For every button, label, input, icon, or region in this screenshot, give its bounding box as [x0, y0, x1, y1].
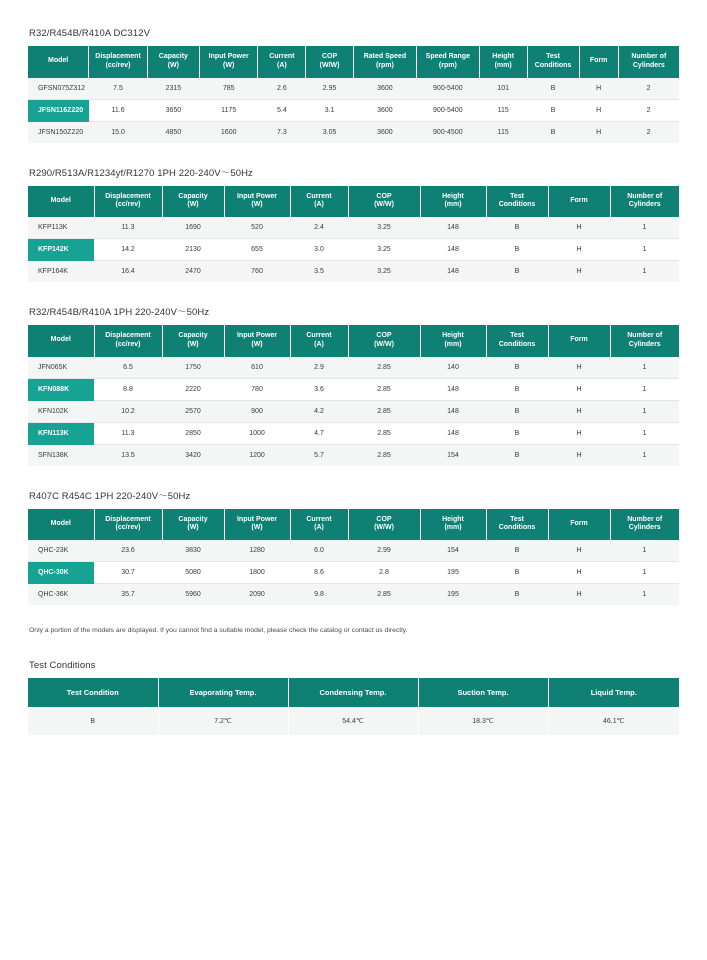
table-cell: 5080 — [162, 562, 224, 584]
column-header: Number of Cylinders — [610, 186, 679, 218]
table-cell: 154 — [420, 540, 486, 562]
table-row — [28, 121, 679, 143]
table-header-row — [28, 509, 679, 541]
column-header: Form — [548, 325, 610, 357]
table-cell: 16.4 — [94, 261, 162, 283]
table-cell: 1 — [610, 562, 679, 584]
table-cell: H — [548, 562, 610, 584]
table-cell: 46.1℃ — [548, 707, 679, 735]
table-cell: 2.8 — [348, 562, 420, 584]
table-cell: 3650 — [147, 99, 199, 121]
table-cell: 1 — [610, 261, 679, 283]
column-header: Test Conditions — [486, 509, 548, 541]
column-header: Number of Cylinders — [610, 509, 679, 541]
column-header: Height (mm) — [479, 46, 527, 78]
table-cell: 30.7 — [94, 562, 162, 584]
table-row — [28, 400, 679, 422]
table-cell: H — [548, 584, 610, 606]
table-cell: 3600 — [353, 78, 416, 100]
table-cell: 655 — [224, 239, 290, 261]
column-header: Current (A) — [290, 509, 348, 541]
column-header: Condensing Temp. — [288, 678, 418, 707]
table-cell: 148 — [420, 422, 486, 444]
column-header: Displacement (cc/rev) — [89, 46, 148, 78]
table-row — [28, 357, 679, 379]
table-cell: 1600 — [199, 121, 258, 143]
column-header: Number of Cylinders — [618, 46, 679, 78]
table-cell: 1 — [610, 422, 679, 444]
table-cell: 140 — [420, 357, 486, 379]
column-header: Speed Range (rpm) — [416, 46, 479, 78]
column-header: Input Power (W) — [199, 46, 258, 78]
column-header: Form — [548, 509, 610, 541]
model-cell[interactable]: SFN138K — [28, 444, 94, 466]
table-cell: 148 — [420, 261, 486, 283]
table-cell: 6.0 — [290, 540, 348, 562]
table-cell: 195 — [420, 562, 486, 584]
table-cell: 3600 — [353, 121, 416, 143]
table-cell: 1 — [610, 357, 679, 379]
table-cell: 54.4℃ — [288, 707, 418, 735]
table-cell: 2.85 — [348, 584, 420, 606]
test-conditions-section — [28, 660, 679, 735]
table-cell: 1800 — [224, 562, 290, 584]
table-row — [28, 707, 679, 735]
column-header: Height (mm) — [420, 325, 486, 357]
column-header: Evaporating Temp. — [158, 678, 288, 707]
table-cell: B — [486, 422, 548, 444]
table-row — [28, 422, 679, 444]
table-cell: 7.2℃ — [158, 707, 288, 735]
table-cell: 2.85 — [348, 357, 420, 379]
model-cell-highlighted[interactable]: KFN113K — [28, 422, 94, 444]
column-header: Height (mm) — [420, 509, 486, 541]
table-cell: 3.0 — [290, 239, 348, 261]
table-cell: B — [527, 99, 579, 121]
model-cell[interactable]: KFN102K — [28, 400, 94, 422]
table-cell: 115 — [479, 121, 527, 143]
column-header: Suction Temp. — [418, 678, 548, 707]
table-cell: 2.9 — [290, 357, 348, 379]
test-conditions-title: Test Conditions — [29, 660, 96, 671]
table-cell: H — [548, 357, 610, 379]
table-cell: 2.85 — [348, 400, 420, 422]
table-cell: 148 — [420, 217, 486, 239]
table-cell: B — [486, 357, 548, 379]
column-header: COP (W/W) — [348, 509, 420, 541]
table-cell: 1000 — [224, 422, 290, 444]
spec-table — [28, 325, 679, 466]
column-header: Capacity (W) — [162, 509, 224, 541]
table-cell: 3.1 — [306, 99, 354, 121]
spec-section — [28, 28, 679, 143]
table-row — [28, 217, 679, 239]
column-header: Height (mm) — [420, 186, 486, 218]
table-cell: 1 — [610, 239, 679, 261]
table-row — [28, 99, 679, 121]
table-cell: 3.25 — [348, 217, 420, 239]
model-cell[interactable]: GFSN075Z312 — [28, 78, 89, 100]
table-cell: 780 — [224, 378, 290, 400]
column-header: Capacity (W) — [162, 325, 224, 357]
spec-section — [28, 488, 679, 606]
table-cell: 520 — [224, 217, 290, 239]
table-cell: B — [486, 217, 548, 239]
table-cell: 2315 — [147, 78, 199, 100]
column-header: Test Conditions — [486, 186, 548, 218]
model-cell-highlighted[interactable]: KFN088K — [28, 378, 94, 400]
table-cell: 2220 — [162, 378, 224, 400]
table-row — [28, 584, 679, 606]
table-cell: 3.05 — [306, 121, 354, 143]
table-cell: H — [548, 217, 610, 239]
column-header: Form — [579, 46, 618, 78]
table-cell: 10.2 — [94, 400, 162, 422]
column-header: COP (W/W) — [348, 186, 420, 218]
table-cell: 8.6 — [290, 562, 348, 584]
table-cell: 1 — [610, 217, 679, 239]
column-header: Displacement (cc/rev) — [94, 325, 162, 357]
column-header: COP (W/W) — [306, 46, 354, 78]
table-cell: 195 — [420, 584, 486, 606]
table-row — [28, 540, 679, 562]
table-cell: 1175 — [199, 99, 258, 121]
spec-table — [28, 509, 679, 606]
table-cell: B — [486, 540, 548, 562]
section-title: R32/R454B/R410A 1PH 220-240V〜50Hz — [29, 307, 210, 318]
table-cell: 4850 — [147, 121, 199, 143]
section-title: R407C R454C 1PH 220-240V〜50Hz — [29, 490, 191, 502]
model-cell[interactable]: QHC-23K — [28, 540, 94, 562]
column-header: Model — [28, 325, 94, 357]
table-cell: 1 — [610, 444, 679, 466]
table-cell: 2 — [618, 78, 679, 100]
table-cell: 5.7 — [290, 444, 348, 466]
table-cell: H — [579, 78, 618, 100]
table-cell: 610 — [224, 357, 290, 379]
table-cell: 35.7 — [94, 584, 162, 606]
column-header: Form — [548, 186, 610, 218]
table-cell: 115 — [479, 99, 527, 121]
table-cell: 2.85 — [348, 444, 420, 466]
column-header: Test Conditions — [486, 325, 548, 357]
table-cell: 2 — [618, 99, 679, 121]
table-cell: 760 — [224, 261, 290, 283]
table-cell: 154 — [420, 444, 486, 466]
table-cell: 148 — [420, 378, 486, 400]
table-cell: 23.6 — [94, 540, 162, 562]
table-cell: B — [486, 239, 548, 261]
table-row — [28, 378, 679, 400]
table-cell: 1 — [610, 584, 679, 606]
table-row — [28, 261, 679, 283]
table-cell: 1690 — [162, 217, 224, 239]
table-cell: B — [28, 707, 158, 735]
column-header: Test Condition — [28, 678, 158, 707]
table-cell: 2.99 — [348, 540, 420, 562]
table-cell: 900-5400 — [416, 99, 479, 121]
column-header: Current (A) — [290, 186, 348, 218]
table-cell: 4.2 — [290, 400, 348, 422]
column-header: Liquid Temp. — [548, 678, 679, 707]
table-cell: H — [548, 444, 610, 466]
table-cell: 1 — [610, 540, 679, 562]
table-cell: 4.7 — [290, 422, 348, 444]
table-header-row — [28, 46, 679, 78]
spec-section — [28, 304, 679, 466]
table-cell: 3.25 — [348, 261, 420, 283]
table-cell: 2570 — [162, 400, 224, 422]
table-cell: 1200 — [224, 444, 290, 466]
table-cell: H — [548, 239, 610, 261]
table-cell: B — [486, 584, 548, 606]
spec-sections — [28, 28, 679, 605]
table-cell: 11.3 — [94, 422, 162, 444]
table-cell: H — [579, 99, 618, 121]
table-cell: B — [486, 444, 548, 466]
table-cell: 2.6 — [258, 78, 306, 100]
table-header-row — [28, 325, 679, 357]
column-header: Test Conditions — [527, 46, 579, 78]
table-cell: 7.3 — [258, 121, 306, 143]
table-cell: 6.5 — [94, 357, 162, 379]
table-cell: 101 — [479, 78, 527, 100]
table-cell: B — [527, 78, 579, 100]
table-cell: 785 — [199, 78, 258, 100]
table-cell: 148 — [420, 400, 486, 422]
table-cell: H — [579, 121, 618, 143]
table-cell: B — [486, 400, 548, 422]
table-cell: B — [486, 261, 548, 283]
model-cell[interactable]: QHC-36K — [28, 584, 94, 606]
model-cell[interactable]: JFN065K — [28, 357, 94, 379]
table-cell: 3420 — [162, 444, 224, 466]
column-header: Input Power (W) — [224, 325, 290, 357]
table-cell: 3.25 — [348, 239, 420, 261]
column-header: Number of Cylinders — [610, 325, 679, 357]
table-cell: 3.6 — [290, 378, 348, 400]
section-title: R32/R454B/R410A DC312V — [29, 28, 151, 39]
table-cell: H — [548, 540, 610, 562]
table-header-row — [28, 186, 679, 218]
table-cell: H — [548, 378, 610, 400]
table-cell: 2.85 — [348, 378, 420, 400]
column-header: COP (W/W) — [348, 325, 420, 357]
table-row — [28, 562, 679, 584]
table-cell: 13.5 — [94, 444, 162, 466]
table-cell: 2130 — [162, 239, 224, 261]
column-header: Displacement (cc/rev) — [94, 509, 162, 541]
model-cell[interactable]: JFSN150Z220 — [28, 121, 89, 143]
spec-section — [28, 165, 679, 283]
table-cell: 11.6 — [89, 99, 148, 121]
table-cell: 14.2 — [94, 239, 162, 261]
table-cell: 2090 — [224, 584, 290, 606]
table-cell: 1750 — [162, 357, 224, 379]
model-cell[interactable]: KFP164K — [28, 261, 94, 283]
table-cell: 2 — [618, 121, 679, 143]
column-header: Model — [28, 509, 94, 541]
table-header-row — [28, 678, 679, 707]
table-cell: 15.0 — [89, 121, 148, 143]
column-header: Current (A) — [258, 46, 306, 78]
table-cell: B — [527, 121, 579, 143]
table-row — [28, 444, 679, 466]
table-cell: H — [548, 422, 610, 444]
column-header: Input Power (W) — [224, 509, 290, 541]
table-cell: B — [486, 562, 548, 584]
table-cell: 2.95 — [306, 78, 354, 100]
model-cell-highlighted[interactable]: QHC-30K — [28, 562, 94, 584]
table-cell: 5.4 — [258, 99, 306, 121]
column-header: Input Power (W) — [224, 186, 290, 218]
table-cell: 8.8 — [94, 378, 162, 400]
table-row — [28, 239, 679, 261]
table-cell: 7.5 — [89, 78, 148, 100]
table-cell: 2850 — [162, 422, 224, 444]
table-row — [28, 78, 679, 100]
spec-table — [28, 46, 679, 143]
table-cell: 2.85 — [348, 422, 420, 444]
table-cell: 1 — [610, 378, 679, 400]
table-cell: 1 — [610, 400, 679, 422]
table-cell: 900-4500 — [416, 121, 479, 143]
column-header: Current (A) — [290, 325, 348, 357]
model-cell[interactable]: KFP113K — [28, 217, 94, 239]
table-cell: 9.8 — [290, 584, 348, 606]
column-header: Capacity (W) — [162, 186, 224, 218]
test-conditions-table — [28, 678, 679, 735]
table-cell: 18.3℃ — [418, 707, 548, 735]
column-header: Rated Speed (rpm) — [353, 46, 416, 78]
table-cell: 2.4 — [290, 217, 348, 239]
table-cell: H — [548, 400, 610, 422]
spec-table — [28, 186, 679, 283]
table-cell: 1280 — [224, 540, 290, 562]
section-title: R290/R513A/R1234yf/R1270 1PH 220-240V〜50Hz — [29, 167, 253, 179]
table-cell: 3.5 — [290, 261, 348, 283]
column-header: Capacity (W) — [147, 46, 199, 78]
table-cell: 11.3 — [94, 217, 162, 239]
model-cell-highlighted[interactable]: KFP142K — [28, 239, 94, 261]
model-cell-highlighted[interactable]: JFSN116Z220 — [28, 99, 89, 121]
models-note: Only a portion of the models are displayed. If you cannot find a suitable model, please check the catalog or contact us directly. — [29, 627, 408, 634]
column-header: Model — [28, 46, 89, 78]
table-cell: 5960 — [162, 584, 224, 606]
table-cell: 2470 — [162, 261, 224, 283]
table-cell: 148 — [420, 239, 486, 261]
column-header: Displacement (cc/rev) — [94, 186, 162, 218]
table-cell: 3830 — [162, 540, 224, 562]
table-cell: 900 — [224, 400, 290, 422]
table-cell: 900-5400 — [416, 78, 479, 100]
table-cell: B — [486, 378, 548, 400]
table-cell: H — [548, 261, 610, 283]
table-cell: 3600 — [353, 99, 416, 121]
column-header: Model — [28, 186, 94, 218]
